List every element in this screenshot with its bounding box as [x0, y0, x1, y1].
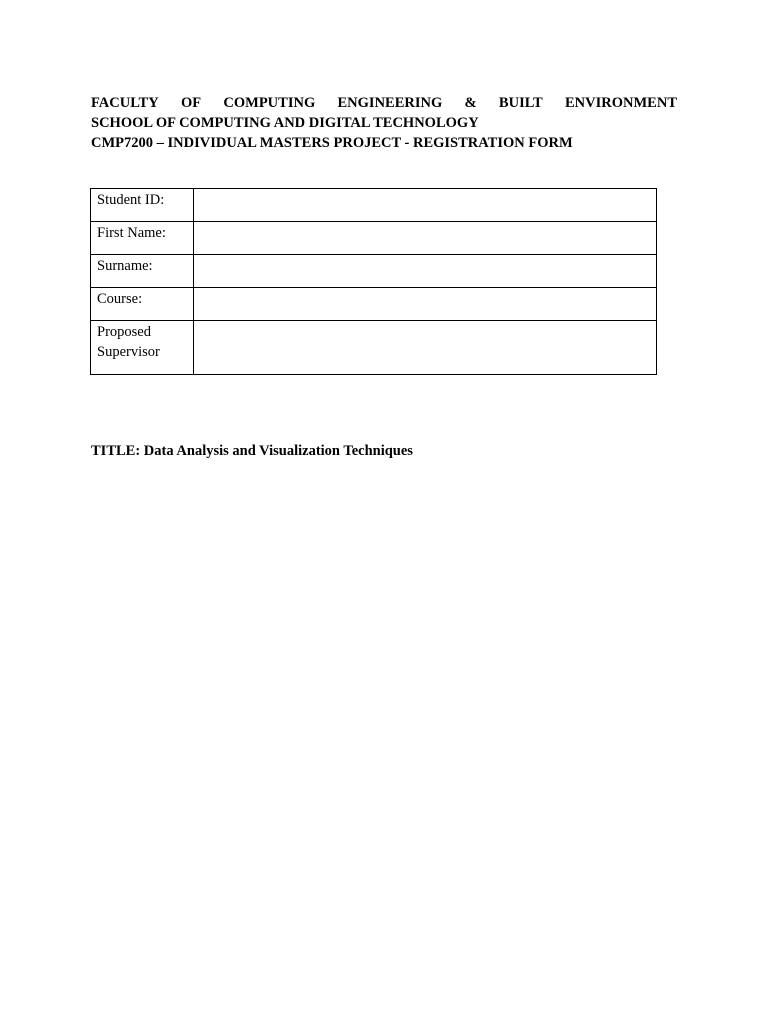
first-name-label: First Name: [91, 222, 194, 255]
faculty-word: BUILT [498, 95, 543, 111]
form-row-student-id [91, 189, 657, 222]
faculty-word: ENGINEERING [337, 95, 443, 111]
form-row-course [91, 288, 657, 321]
proposed-supervisor-field[interactable] [194, 321, 657, 375]
proposed-supervisor-label-line1: Proposed [97, 324, 151, 340]
student-id-field[interactable] [194, 189, 657, 222]
form-row-surname [91, 255, 657, 288]
surname-field[interactable] [194, 255, 657, 288]
school-heading: SCHOOL OF COMPUTING AND DIGITAL TECHNOLOGY [91, 115, 479, 131]
project-title-label: TITLE: [91, 443, 141, 459]
faculty-word: ENVIRONMENT [565, 95, 677, 111]
module-heading: CMP7200 – INDIVIDUAL MASTERS PROJECT - REGISTRATION FORM [91, 135, 573, 151]
faculty-heading [91, 93, 677, 113]
faculty-word: FACULTY [91, 95, 159, 111]
faculty-word: & [464, 95, 477, 111]
form-row-proposed-supervisor [91, 321, 657, 375]
surname-label: Surname: [91, 255, 194, 288]
proposed-supervisor-label-line2: Supervisor [97, 344, 160, 360]
proposed-supervisor-label [91, 321, 194, 375]
project-title-text: Data Analysis and Visualization Techniques [143, 443, 413, 459]
course-label: Course: [91, 288, 194, 321]
course-field[interactable] [194, 288, 657, 321]
first-name-field[interactable] [194, 222, 657, 255]
faculty-word: COMPUTING [223, 95, 316, 111]
student-id-label: Student ID: [91, 189, 194, 222]
form-row-first-name [91, 222, 657, 255]
registration-form-table [90, 188, 657, 375]
document-header [91, 93, 677, 153]
faculty-word: OF [180, 95, 202, 111]
project-title [91, 441, 413, 461]
